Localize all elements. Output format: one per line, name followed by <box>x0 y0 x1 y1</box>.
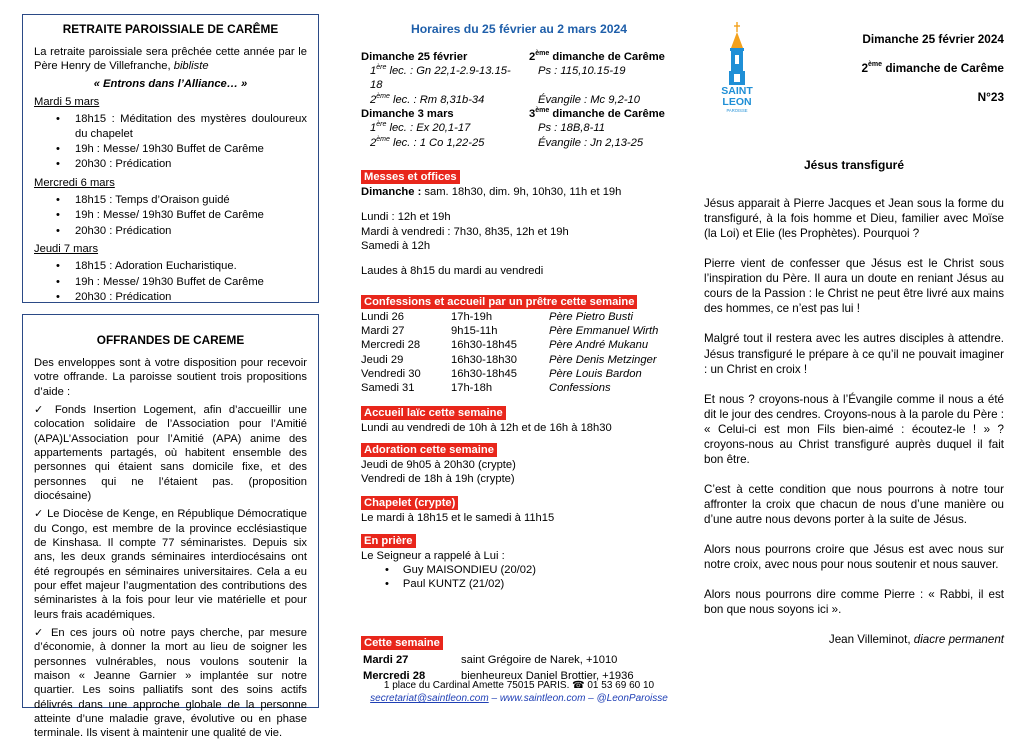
horaires-title: Horaires du 25 février au 2 mars 2024 <box>410 22 628 36</box>
table-row: Mercredi 28 bienheureux Daniel Brottier, +1936 <box>363 670 634 683</box>
confessions-table <box>361 310 658 396</box>
bulletin-sunday: 2ème dimanche de Carême <box>861 61 1004 76</box>
table-row: Mardi 27 saint Grégoire de Narek, +1010 <box>363 653 618 666</box>
bulletin-date: Dimanche 25 février 2024 <box>862 32 1004 46</box>
retraite-day-list <box>34 193 307 238</box>
retraite-day-label: Mardi 5 mars <box>34 96 100 109</box>
footer-address: 1 place du Cardinal Amette 75015 PARIS. ☎ 01 53 69 60 10 <box>383 680 655 691</box>
adoration-heading: Adoration cette semaine <box>361 443 497 457</box>
accueil-text: Lundi au vendredi de 10h à 12h et de 16h à 18h30 <box>361 421 612 434</box>
article-paragraph: Alors nous pourrons croire que Jésus est avec nous sur notre croix, avec nous pour nous soutenir et nous sauver. <box>704 543 1004 572</box>
article-paragraph: Malgré tout il restera avec les autres disciples à attendre. Jésus transfiguré le prépare à ce qu’il ne pouvait imaginer : un Christ en croix ! <box>704 332 1004 376</box>
adoration-line: Vendredi de 18h à 19h (crypte) <box>361 473 515 486</box>
messes-line: Samedi à 12h <box>361 239 431 252</box>
offrande-item: ✓ En ces jours où notre pays cherche, par mesure d’économie, à donner la mort au lieu de soigner les personnes vulnérables, nous voulons soutenir la maison « Jeanne Garnier » implantée sur notre quartier. Les soins palliatifs sont des soins actifs délivrés dans une approche globale de la personne atteinte d’une maladie grave, évolutive ou en phase terminale. Ils visent à maintenir une qualité de vie. <box>34 627 307 740</box>
offrande-item: ✓ Fonds Insertion Logement, afin d’accueillir une colocation solidaire de l’Association pour l’Amitié (APA)L’Association pour l’Amitié (APA) anime des appartements partagés, où habitent ensemble des personnes qui étaient sans domicile fixe, et des personnes qui ne l’étaient pas. (proposition diocésaine) <box>34 404 307 503</box>
messes-dimanche: Dimanche : sam. 18h30, dim. 9h, 10h30, 11h et 19h <box>361 185 622 198</box>
table-row: Lundi 26 17h-19h Père Pietro Busti <box>361 310 633 323</box>
offrandes-box <box>22 314 319 740</box>
saint-leon-logo <box>709 20 765 114</box>
offrandes-title: OFFRANDES DE CAREME <box>96 333 245 347</box>
reading-row: 2ème lec. : Rm 8,31b-34 Évangile : Mc 9,2-10 <box>370 92 640 106</box>
offrande-item: ✓ Le Diocèse de Kenge, en République Démocratique du Congo, est membre de la province ecclésiastique de Kinshasa. Il compte 77 séminaristes. Depuis six ans, les deux grands séminaires interdiocésains ont été regroupés en séminaires universitaires. Cela a eu pour effet majeur l’augmentation des contributions des séminaristes à la fois pour leur vie matérielle et pour leurs frais académiques. <box>34 508 307 621</box>
reading-row: 1ère lec. : Ex 20,1-17 Ps : 18B,8-11 <box>370 121 605 135</box>
article-paragraph: Et nous ? croyons-nous à l’Évangile comme il nous a été dit le jour des cendres. Croyons-nous à la parole du Père : « Celui-ci est mon Fils bien-aimé : écoutez-le ! » ? croyons-nous au Christ transfiguré auprès duquel il fait bon être. <box>704 392 1004 466</box>
social-link[interactable]: @LeonParoisse <box>596 693 668 704</box>
article-paragraph: Alors nous pourrons dire comme Pierre : « Rabbi, il est bon que nous soyons ici ». <box>704 588 1004 617</box>
messes-line: Lundi : 12h et 19h <box>361 211 451 224</box>
messes-heading: Messes et offices <box>361 170 460 184</box>
article-title: Jésus transfiguré <box>803 158 905 172</box>
bulletin-number: N°23 <box>977 90 1004 105</box>
article-paragraph: Jésus apparait à Pierre Jacques et Jean sous la forme du transfiguré, à la fois homme et Dieu, familier avec Moïse (la Loi) et Elie (les Prophètes). Pourquoi ? <box>704 197 1004 241</box>
list-item: • 19h : Messe/ 19h30 Buffet de Carême <box>34 275 307 289</box>
retraite-title: RETRAITE PAROISSIALE DE CARÊME <box>62 22 279 36</box>
list-item: • 18h15 : Adoration Eucharistique. <box>34 259 307 273</box>
logo-text: LEON <box>722 96 752 108</box>
retraite-box <box>22 14 319 303</box>
priere-list <box>361 563 677 592</box>
website-link[interactable]: www.saintleon.com <box>499 693 586 704</box>
list-item: • Paul KUNTZ (21/02) <box>385 577 677 591</box>
sunday-row: Dimanche 3 mars 3ème dimanche de Carême <box>361 106 665 120</box>
table-row: Jeudi 29 16h30-18h30 Père Denis Metzinger <box>361 353 657 366</box>
laudes-line: Laudes à 8h15 du mardi au vendredi <box>361 265 544 278</box>
list-item: • 19h : Messe/ 19h30 Buffet de Carême <box>34 208 307 222</box>
reading-row: 1ère lec. : Gn 22,1-2.9-13.15-18 Ps : 115,10.15-19 <box>370 63 626 92</box>
messes-line: Mardi à vendredi : 7h30, 8h35, 12h et 19h <box>361 225 569 238</box>
confessions-heading: Confessions et accueil par un prêtre cette semaine <box>361 295 637 309</box>
list-item: • 20h30 : Prédication <box>34 290 307 304</box>
semaine-heading: Cette semaine <box>361 636 443 650</box>
chapelet-heading: Chapelet (crypte) <box>361 496 458 510</box>
adoration-line: Jeudi de 9h05 à 20h30 (crypte) <box>361 458 516 471</box>
list-item: • 18h15 : Méditation des mystères douloureux du chapelet <box>34 112 307 141</box>
retraite-theme: « Entrons dans l’Alliance… » <box>93 77 248 90</box>
article-paragraph: C’est à cette condition que nous pourrons à notre tour affronter la croix que chacun de nous d’une manière ou d’une autre nous devons porter à la suite de Jésus. <box>704 482 1004 527</box>
email-link[interactable]: secretariat@saintleon.com <box>370 693 489 704</box>
list-item: • 19h : Messe/ 19h30 Buffet de Carême <box>34 142 307 156</box>
church-tower-icon <box>729 22 745 85</box>
footer: 1 place du Cardinal Amette 75015 PARIS. ☎ 01 53 69 60 10 secretariat@saintleon.com – www.saintleon.com – @LeonParoisse <box>361 679 677 705</box>
priere-text: Le Seigneur a rappelé à Lui : <box>361 549 505 562</box>
table-row: Mercredi 28 16h30-18h45 Père André Mukanu <box>361 339 649 352</box>
article-signature: Jean Villeminot, diacre permanent <box>828 633 1004 647</box>
table-row: Mardi 27 9h15-11h Père Emmanuel Wirth <box>361 324 659 337</box>
retraite-day-label: Mercredi 6 mars <box>34 176 115 189</box>
bulletin-header <box>826 32 1004 119</box>
table-row: Vendredi 30 16h30-18h45 Père Louis Bardon <box>361 367 642 380</box>
priere-heading: En prière <box>361 534 416 548</box>
logo-text: SAINT <box>721 85 753 97</box>
horaires-column <box>361 22 677 685</box>
article-paragraph: Pierre vient de confesser que Jésus est le Christ sous l’inspiration du Père. Il aura un doute en reniant Jésus au cours de la Passion : le Christ ne peut être livré aux mains des hommes, ce n’est pas lui ! <box>704 257 1004 316</box>
offrandes-intro: Des enveloppes sont à votre disposition pour recevoir votre offrande. La paroisse soutient trois propositions d’aide : <box>34 357 307 398</box>
retraite-day-list <box>34 259 307 304</box>
list-item: • Guy MAISONDIEU (20/02) <box>385 563 677 577</box>
retraite-day-list <box>34 112 307 171</box>
accueil-heading: Accueil laïc cette semaine <box>361 406 506 420</box>
retraite-day-label: Jeudi 7 mars <box>34 243 99 256</box>
list-item: • 18h15 : Temps d’Oraison guidé <box>34 193 307 207</box>
chapelet-text: Le mardi à 18h15 et le samedi à 11h15 <box>361 511 555 524</box>
logo-subtext: PAROISSE <box>726 108 748 113</box>
reading-row: 2ème lec. : 1 Co 1,22-25 Évangile : Jn 2,13-25 <box>370 135 644 149</box>
retraite-intro: La retraite paroissiale sera prêchée cette année par le Père Henry de Villefranche, bibliste <box>34 46 307 73</box>
list-item: • 20h30 : Prédication <box>34 157 307 171</box>
list-item: • 20h30 : Prédication <box>34 224 307 238</box>
article-body <box>704 196 1004 647</box>
table-row: Samedi 31 17h-18h Confessions <box>361 382 611 395</box>
sunday-row: Dimanche 25 février 2ème dimanche de Carême <box>361 49 665 63</box>
